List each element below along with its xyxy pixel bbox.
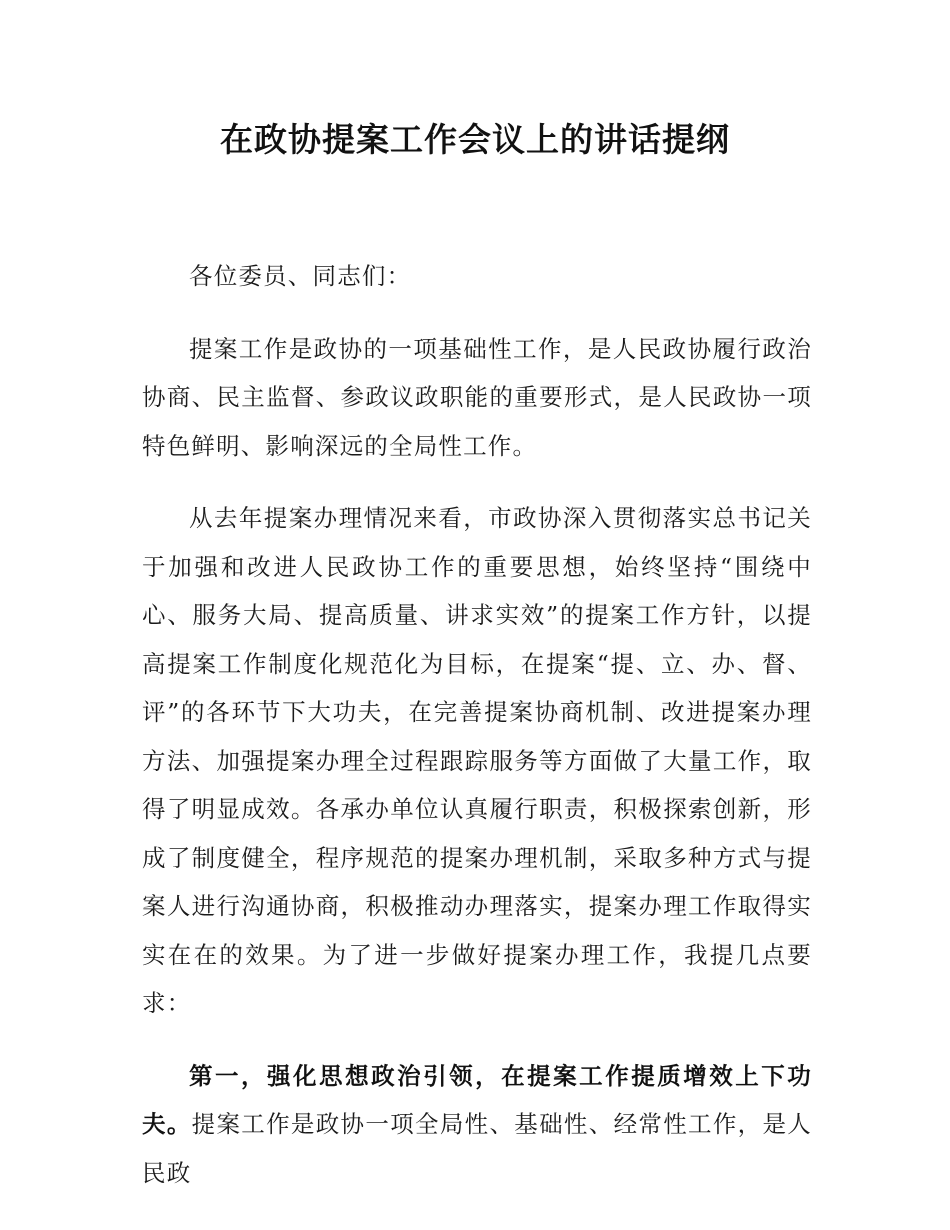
salutation: 各位委员、同志们： [189, 262, 412, 290]
section-one-text: 提案工作是政协一项全局性、基础性、经常性工作，是人民政 [142, 1110, 812, 1187]
document-body [142, 252, 812, 1221]
document-title: 在政协提案工作会议上的讲话提纲 [220, 120, 730, 159]
paragraph-intro: 提案工作是政协的一项基础性工作，是人民政协履行政治协商、民主监督、参政议政职能的重要形式，是人民政协一项特色鲜明、影响深远的全局性工作。 [142, 334, 812, 460]
paragraph-section-one [142, 1052, 812, 1198]
paragraph-review: 从去年提案办理情况来看，市政协深入贯彻落实总书记关于加强和改进人民政协工作的重要思想，始终坚持“围绕中心、服务大局、提高质量、讲求实效”的提案工作方针，以提高提案工作制度化规范化为目标，在提案“提、立、办、督、评”的各环节下大功夫，在完善提案协商机制、改进提案办理方法、加强提案办理全过程跟踪服务等方面做了大量工作，取得了明显成效。各承办单位认真履行职责，积极探索创新，形成了制度健全，程序规范的提案办理机制，采取多种方式与提案人进行沟通协商，积极推动办理落实，提案办理工作取得实实在在的效果。为了进一步做好提案办理工作，我提几点要求： [142, 504, 812, 1017]
section-one-heading: 第一，强化思想政治引领，在提案工作提质增效上下功夫。 [142, 1061, 812, 1138]
